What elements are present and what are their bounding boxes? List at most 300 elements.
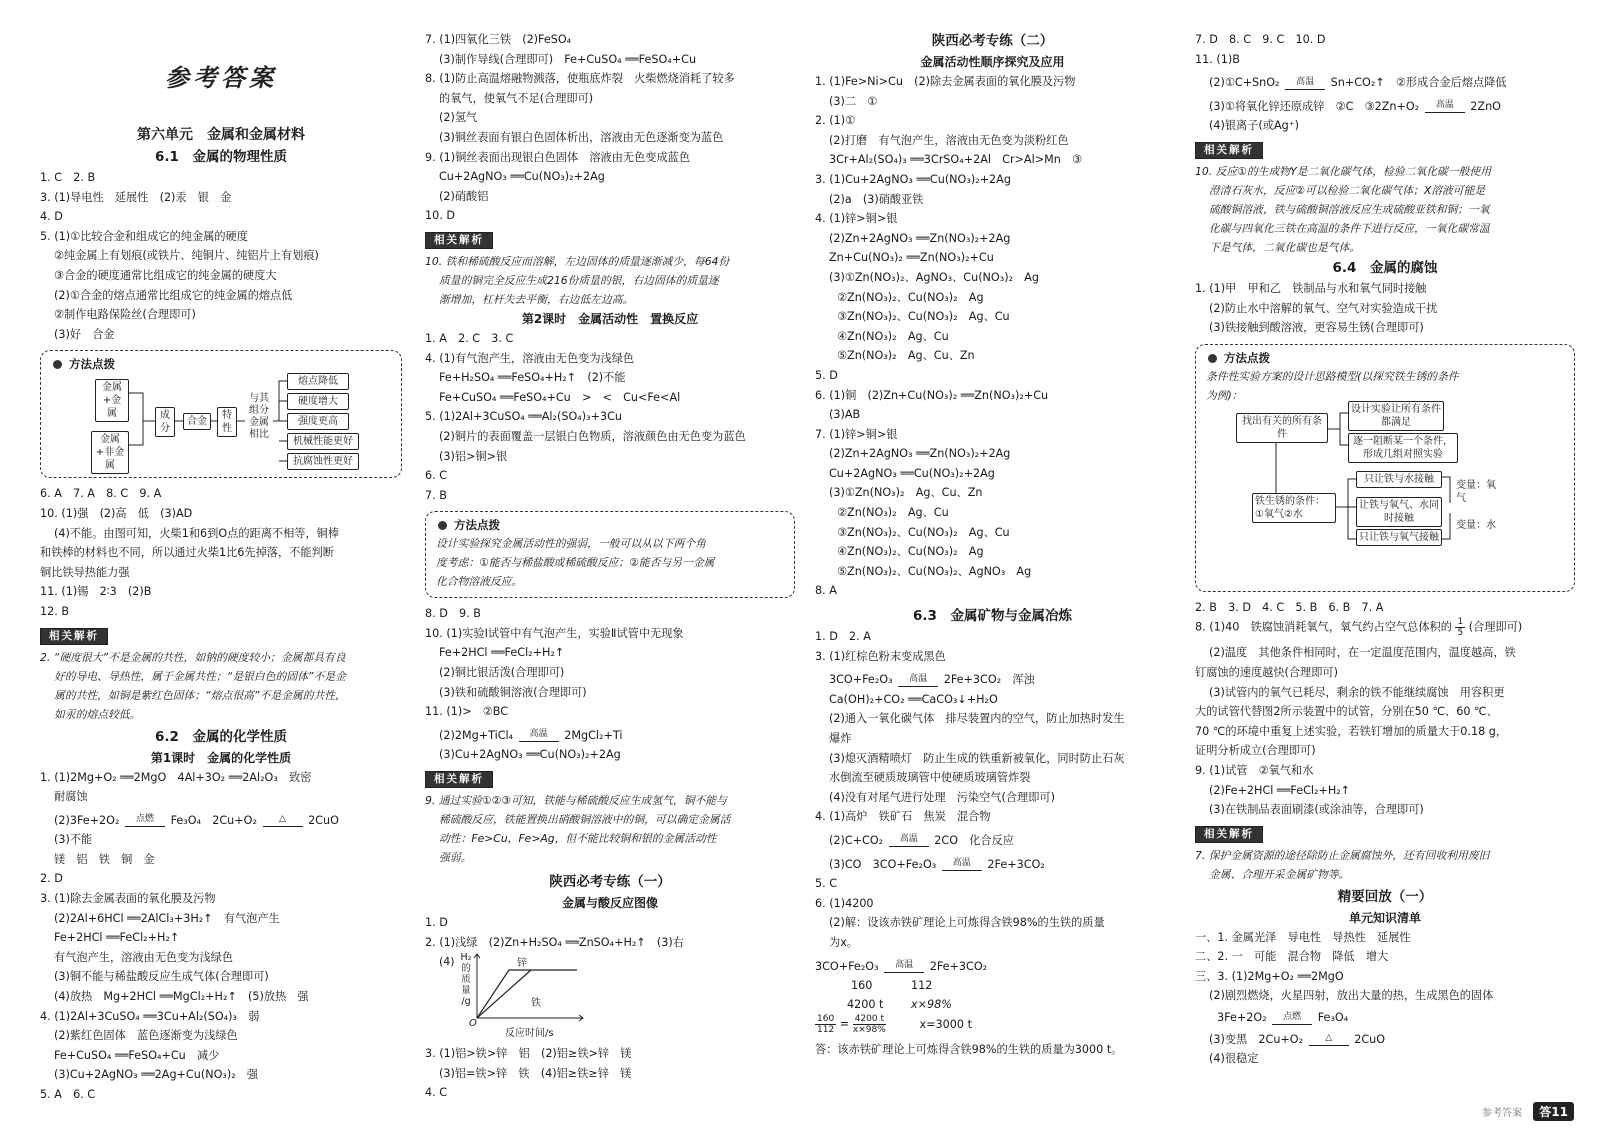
answer-line: (2)a (3)硝酸亚铁 (829, 192, 924, 206)
analysis-tag-row (1195, 824, 1575, 844)
answer-line: 10. (1)强 (2)高 低 (3)AD (40, 506, 193, 520)
note-line: 2. “硬度很大”不是金属的共性，如钠的硬度较小；金属都具有良 (40, 650, 346, 664)
answer-line: 三、3. (1)2Mg+O₂ ══2MgO (1195, 969, 1344, 983)
answer-line: (2)防止水中溶解的氧气、空气对实验造成干扰 (1209, 301, 1438, 315)
answers-c4-d (1195, 643, 1575, 819)
answer-line: (2)2Al+6HCl ══2AlCl₃+3H₂↑ 有气泡产生 (54, 911, 280, 925)
answer-conclusion: 答：该赤铁矿理论上可炼得含铁98%的生铁的质量为3000 t。 (815, 1043, 1123, 1057)
answer-line: 5. (1)2Al+3CuSO₄ ══Al₂(SO₄)₃+3Cu (425, 410, 623, 424)
eq-part: (2)C+CO₂ (829, 833, 884, 847)
method-box-title: 方法点拨 (51, 355, 391, 373)
answer-line: 爆炸 (829, 732, 852, 745)
answer-line: 10. (1)实验Ⅰ试管中有气泡产生，实验Ⅱ试管中无现象 (425, 626, 684, 640)
node-metal-nonmetal: 金属+非金属 (91, 431, 129, 474)
method-box-3 (1195, 344, 1575, 592)
eq-part: 2ZnO (1470, 99, 1501, 113)
eq-part: Fe₃O₄ (1317, 1011, 1349, 1025)
fraction-line (1195, 617, 1575, 643)
calc-value: 4200 t (847, 998, 884, 1012)
analysis-note (1195, 846, 1575, 884)
equation-line (1195, 73, 1575, 93)
graph-y-label (459, 952, 473, 1007)
answer-line: 10. D (425, 209, 455, 223)
answer-line: (3)铜丝表面有银白色固体析出，溶液由无色逐渐变为蓝色 (439, 130, 724, 144)
hydrogen-graph (439, 952, 795, 1044)
answer-line: 3. (1)红棕色粉末变成黑色 (815, 649, 946, 663)
answer-line: (3)①Zn(NO₃)₂ Ag、Cu、Zn (829, 486, 983, 500)
note-line: 强弱。 (439, 851, 472, 865)
box-line: 条件性实验方案的设计思路模型(以探究铁生锈的条件 (1206, 369, 1459, 383)
answer-line: 5. C (815, 877, 838, 891)
equation-line (1195, 97, 1575, 117)
node-rust-conditions: 铁生锈的条件：①氧气②水 (1252, 493, 1336, 523)
answer-line: 6. (1)4200 (815, 896, 874, 910)
answer-line: 钉腐蚀的速度越快(合理即可) (1195, 665, 1338, 679)
eq-part: (3)CO 3CO+Fe₂O₃ (829, 857, 937, 871)
note-line: 9. 通过实验①②③可知，铁能与稀硫酸反应生成氢气，铜不能与 (425, 794, 727, 808)
answer-line: 3. (1)Cu+2AgNO₃ ══Cu(NO₃)₂+2Ag (815, 172, 1011, 186)
answer-line: 1. C 2. B (40, 171, 96, 184)
note-line: 10. 反应①的生成物Y是二氧化碳气体，检验二氧化碳一般使用 (1195, 164, 1491, 178)
condition: 高温 (1296, 76, 1315, 87)
answer-line: 6. C (425, 469, 448, 483)
node-compared: 与其组分金属相比 (249, 393, 269, 441)
eq-part: 3Fe+2O₂ (1217, 1011, 1267, 1025)
column-1 (40, 30, 402, 1105)
answer-line: 4. (1)有气泡产生，溶液由无色变为浅绿色 (425, 351, 635, 365)
section-sx1-subtitle: 金属与酸反应图像 (561, 896, 658, 911)
answer-line: (3)铜不能与稀盐酸反应生成气体(合理即可) (54, 970, 269, 984)
calc-value: 160 (851, 979, 873, 993)
answer-line: 镁 铝 铁 铜 金 (54, 852, 155, 866)
denominator: 112 (817, 1025, 835, 1036)
calc-row-1 (815, 976, 1170, 995)
section-6-4-title: 6.4 金属的腐蚀 (1332, 259, 1438, 276)
property-5: 抗腐蚀性更好 (287, 453, 359, 470)
node-property: 特性 (217, 407, 237, 437)
note-line: 金属、合理开采金属矿物等。 (1209, 867, 1350, 881)
condition-arrow (1425, 100, 1465, 113)
answer-line: (4)放热 Mg+2HCl ══MgCl₂+H₂↑ (5)放热 强 (54, 990, 309, 1004)
analysis-note (425, 791, 795, 867)
y-label-char: /g (461, 996, 471, 1008)
condition-arrow (1285, 77, 1325, 90)
node-water-only: 只让铁与水接触 (1356, 471, 1442, 488)
page-number: 答11 (1533, 1102, 1574, 1121)
answer-line: ③Zn(NO₃)₂、Cu(NO₃)₂ Ag、Cu (837, 525, 1010, 539)
condition: 高温 (909, 673, 928, 684)
y-label-char: 质 (461, 974, 471, 986)
answer-line: (3)Cu+2AgNO₃ ══Cu(NO₃)₂+2Ag (439, 748, 621, 762)
section-6-2-title: 6.2 金属的化学性质 (155, 728, 287, 745)
answer-line: 1. (1)2Mg+O₂ ══2MgO 4Al+3O₂ ══2Al₂O₃ 致密 (40, 770, 312, 784)
section-6-3-title: 6.3 金属矿物与金属冶炼 (913, 608, 1072, 625)
analysis-note (40, 648, 402, 724)
note-line: 动性：Fe>Cu，Fe>Ag，但不能比较铜和银的金属活动性 (439, 832, 717, 846)
answer-line: 12. B (40, 604, 70, 618)
answer-line: 3Cr+Al₂(SO₄)₃ ══3CrSO₄+2Al Cr>Al>Mn ③ (829, 153, 1083, 167)
answers-6-1-b (40, 484, 402, 621)
answer-line: 二、2. 一 可能 混合物 降低 增大 (1195, 950, 1389, 964)
box-line: 化合物溶液反应。 (436, 575, 523, 589)
rust-diagram (1206, 405, 1564, 575)
lesson-1-title: 第1课时 金属的化学性质 (150, 750, 292, 765)
answer-line: 11. (1)B (1195, 52, 1240, 66)
property-4: 机械性能更好 (287, 433, 359, 450)
variable-oxygen: 变量：氧气 (1456, 479, 1496, 504)
analysis-tag-row (1195, 140, 1575, 160)
answer-line: 9. (1)铜丝表面出现银白色固体 溶液由无色变成蓝色 (425, 150, 691, 164)
answer-line: 4. (1)2Al+3CuSO₄ ══3Cu+Al₂(SO₄)₃ 弱 (40, 1009, 260, 1023)
answer-line: ②制作电路保险丝(合理即可) (54, 308, 196, 322)
property-2: 硬度增大 (287, 393, 349, 410)
answer-line: (4)银离子(或Ag⁺) (1209, 119, 1299, 133)
answer-line: 11. (1)锡 2∶3 (2)B (40, 585, 152, 599)
analysis-tag: 相关解析 (1195, 826, 1263, 843)
node-metal-metal: 金属+金属 (95, 379, 129, 422)
answer-line: (3)①Zn(NO₃)₂、AgNO₃、Cu(NO₃)₂ Ag (829, 270, 1040, 284)
answer-line: (2)通入一氧化碳气体 排尽装置内的空气，防止加热时发生 (829, 712, 1125, 726)
answer-line: ②纯金属上有划痕(或铁片、纯铜片、纯铝片上有划痕) (54, 249, 319, 263)
answer-banner: 参考答案 (165, 64, 277, 92)
footer-text: 参考答案 (1482, 1108, 1522, 1119)
node-both: 让铁与氧气、水同时接触 (1356, 497, 1442, 527)
answer-line: (3)在铁制品表面刷漆(或涂油等，合理即可) (1209, 803, 1424, 817)
answer-line: 8. D 9. B (425, 607, 481, 621)
eq-part: (合理即可) (1468, 620, 1523, 634)
answer-line: ④Zn(NO₃)₂、Cu(NO₃)₂ Ag (837, 545, 984, 559)
note-line: 好的导电、导热性，属于金属共性；“是银白色的固体”不是金 (54, 669, 346, 683)
answer-line: ②Zn(NO₃)₂、Cu(NO₃)₂ Ag (837, 290, 984, 304)
node-alloy: 合金 (183, 413, 211, 430)
calc-proportion (815, 1014, 1170, 1040)
answer-line: (3)不能 (54, 833, 93, 847)
answer-line: 证明分析成立(合理即可) (1195, 744, 1316, 758)
answer-line: 2. (1)① (815, 114, 856, 128)
numerator: 160 (817, 1014, 835, 1025)
method-box-2 (425, 511, 795, 598)
fraction (1455, 617, 1465, 638)
method-box-title: 方法点拨 (436, 516, 784, 534)
note-line: 属的共性，如铜是紫红色固体；“熔点很高”不是金属的共性， (54, 688, 346, 702)
section-sx1-title: 陕西必考专练（一） (549, 874, 671, 891)
equation-line (425, 726, 795, 746)
eq-part: 2MgCl₂+Ti (564, 728, 623, 742)
answer-line: (4)没有对尾气进行处理 污染空气(合理即可) (829, 790, 1055, 804)
answer-line: 2. (1)浅绿 (2)Zn+H₂SO₄ ══ZnSO₄+H₂↑ (3)右 (425, 935, 684, 949)
box-line: 设计实验探究金属活动性的强弱，一般可以从以下两个角 (436, 537, 706, 551)
answer-line: (3)制作导线(合理即可) Fe+CuSO₄ ══FeSO₄+Cu (439, 52, 697, 66)
calc-row-2 (815, 995, 1170, 1014)
equation-line (40, 811, 402, 831)
box-line: 为例)： (1206, 388, 1243, 402)
graph-question: (4) (439, 955, 455, 969)
condition: 高温 (1435, 100, 1454, 111)
answers-c2-b (425, 329, 795, 505)
equation-line (815, 670, 1170, 690)
eq-part: (3)变黑 2Cu+O₂ (1209, 1032, 1304, 1046)
answers-c2-c (425, 604, 795, 722)
column-2 (425, 30, 795, 1103)
node-all-conditions: 设计实验让所有条件都满足 (1348, 401, 1444, 431)
note-line: 化碳与四氧化三铁在高温的条件下进行反应，一氧化碳常温 (1209, 221, 1490, 235)
node-find-conditions: 找出有关的所有条件 (1236, 413, 1328, 443)
answer-line: (2)温度 其他条件相同时，在一定温度范围内，温度越高，铁 (1209, 646, 1516, 660)
answer-line: Zn+Cu(NO₃)₂ ══Zn(NO₃)₂+Cu (829, 251, 994, 265)
condition: 高温 (529, 729, 548, 740)
method-box-1 (40, 350, 402, 478)
answer-line: (2)铜比银活泼(合理即可) (439, 666, 565, 680)
answer-line: Cu+2AgNO₃ ══Cu(NO₃)₂+2Ag (829, 466, 995, 480)
answer-line: 2. B 3. D 4. C 5. B 6. B 7. A (1195, 600, 1384, 614)
answer-line: 4. (1)锌>铜>银 (815, 212, 898, 226)
denominator: x×98% (852, 1025, 886, 1036)
answer-line: (2)Zn+2AgNO₃ ══Zn(NO₃)₂+2Ag (829, 447, 1011, 461)
answer-line: (2)剧烈燃烧，火星四射，放出大量的热，生成黑色的固体 (1209, 989, 1494, 1003)
line-label-iron: 铁 (531, 998, 541, 1010)
answer-line: 有气泡产生，溶液由无色变为浅绿色 (54, 950, 234, 964)
numerator: 4200 t (854, 1014, 884, 1025)
condition-arrow (1272, 1012, 1312, 1025)
answer-line: (3)Cu+2AgNO₃ ══2Ag+Cu(NO₃)₂ 强 (54, 1068, 259, 1082)
eq-part: Sn+CO₂↑ ②形成合金后熔点降低 (1330, 76, 1507, 90)
numerator: 1 (1457, 617, 1464, 628)
condition: △ (1325, 1033, 1333, 1044)
answer-line: 11. (1)> ②BC (425, 705, 509, 719)
equals: = (839, 1017, 850, 1031)
y-label-char: H₂ (460, 952, 472, 964)
note-line: 下是气体，二氧化碳也是气体。 (1209, 240, 1361, 254)
answer-line: Fe+2HCl ══FeCl₂+H₂↑ (54, 931, 180, 945)
answer-line: ④Zn(NO₃)₂ Ag、Cu (837, 329, 949, 343)
answer-line: 为x。 (829, 935, 858, 949)
answer-line: 7. D 8. C 9. C 10. D (1195, 33, 1326, 46)
answer-line: 7. B (425, 488, 447, 502)
answer-line: 大的试管代替图2所示装置中的试管，分别在50 ℃、60 ℃、 (1195, 705, 1498, 719)
column-3 (815, 30, 1170, 1060)
note-line: 稀硫酸反应，铁能置换出硝酸铜溶液中的铜，可以确定金属活 (439, 813, 731, 827)
answer-line: (2)紫红色固体 蓝色逐渐变为浅绿色 (54, 1029, 238, 1043)
answer-line: 4. C (425, 1086, 448, 1100)
answer-line: 3. (1)铝>铁>锌 铝 (2)铝≥铁>锌 镁 (425, 1047, 632, 1061)
calc-result: x=3000 t (919, 1017, 972, 1031)
condition: △ (279, 814, 286, 825)
answers-6-1-a (40, 168, 402, 344)
answer-line: 1. D 2. A (815, 630, 871, 644)
variable-water: 变量：水 (1456, 519, 1496, 531)
answer-line: 7. (1)锌>铜>银 (815, 427, 898, 441)
equation-line (815, 855, 1170, 875)
answer-line: (3)铝>铜>银 (439, 449, 508, 463)
analysis-tag: 相关解析 (40, 628, 108, 645)
y-label-char: 的 (461, 963, 471, 975)
answer-line: 9. (1)试管 ②氧气和水 (1195, 763, 1314, 777)
answer-line: (2)铜片的表面覆盖一层银白色物质，溶液颜色由无色变为蓝色 (439, 429, 746, 443)
answer-line: 4. (1)高炉 铁矿石 焦炭 混合物 (815, 810, 991, 824)
node-block-condition: 逐一阻断某一个条件，形成几组对照实验 (1348, 433, 1458, 463)
analysis-tag-row (425, 769, 795, 789)
answer-line: ②Zn(NO₃)₂ Ag、Cu (837, 506, 949, 520)
condition-arrow (889, 834, 929, 847)
analysis-note (1195, 162, 1575, 257)
answer-line: 和铁棒的材料也不同，所以通过火柴1比6先掉落，不能判断 (40, 546, 334, 560)
eq-part: 2CO 化合反应 (934, 833, 1014, 847)
answers-6-2-d (40, 830, 402, 1104)
answer-line: (2)氢气 (439, 111, 478, 125)
answer-line: 3. (1)除去金属表面的氧化膜及污物 (40, 892, 216, 906)
answer-line: 5. (1)①比较合金和组成它的纯金属的硬度 (40, 229, 248, 243)
note-line: 7. 保护金属资源的途径除防止金属腐蚀外，还有回收利用废旧 (1195, 848, 1490, 862)
answer-line: Fe+CuSO₄ ══FeSO₄+Cu 减少 (54, 1048, 220, 1062)
answers-c3-c (815, 690, 1170, 827)
answer-line: (3)铝=铁>锌 铁 (4)铝≥铁≥锌 镁 (439, 1066, 632, 1080)
answer-line: 3. (1)导电性 延展性 (2)汞 银 金 (40, 190, 232, 204)
box-line: 度考虑：①能否与稀盐酸或稀硫酸反应；②能否与另一金属 (436, 556, 715, 570)
answer-line: Fe+H₂SO₄ ══FeSO₄+H₂↑ (2)不能 (439, 371, 626, 385)
answer-line: 的氧气，使氧气不足(合理即可) (439, 91, 594, 105)
denominator: 5 (1457, 628, 1464, 639)
eq-part: (2)3Fe+2O₂ (54, 813, 120, 827)
answer-line: Fe+2HCl ══FeCl₂+H₂↑ (439, 646, 565, 660)
analysis-tag: 相关解析 (425, 771, 493, 788)
graph-x-label: 反应时间/s (505, 1028, 554, 1040)
eq-part: 2Fe+3CO₂ 浑浊 (943, 673, 1035, 687)
alloy-diagram (51, 373, 391, 472)
answers-c3-a (815, 72, 1170, 601)
answer-line: (4)不能。由图可知，火柴1和6到O点的距离不相等，铜棒 (54, 526, 340, 540)
section-sx2-title: 陕西必考专练（二） (931, 33, 1054, 49)
answer-line: 1. (1)Fe>Ni>Cu (2)除去金属表面的氧化膜及污物 (815, 75, 1076, 88)
condition: 点燃 (1283, 1011, 1302, 1022)
answer-line: Ca(OH)₂+CO₂ ══CaCO₃↓+H₂O (829, 692, 998, 706)
answer-line: ③合金的硬度通常比组成它的纯金属的硬度大 (54, 268, 277, 282)
condition-arrow (263, 814, 303, 827)
note-line: 硫酸铜溶液，铁与硫酸铜溶液反应生成硫酸亚铁和铜；一氧 (1209, 202, 1490, 216)
calc-value: 112 (911, 979, 933, 993)
note-line: 澄清石灰水，反应②可以检验二氧化碳气体；X溶液可能是 (1209, 183, 1486, 197)
answer-line: 5. A 6. C (40, 1088, 96, 1101)
answer-line: ⑤Zn(NO₃)₂ Ag、Cu、Zn (837, 349, 975, 363)
node-oxygen-only: 只让铁与氧气接触 (1356, 529, 1442, 546)
answer-line: 4. D (40, 210, 63, 224)
condition: 高温 (952, 858, 971, 869)
property-1: 熔点降低 (287, 373, 349, 390)
note-line: 渐增加，杠杆失去平衡，右边低左边高。 (439, 292, 634, 306)
answer-line: ③Zn(NO₃)₂、Cu(NO₃)₂ Ag、Cu (837, 310, 1010, 324)
equation-line (815, 831, 1170, 851)
eq-part: 2CuO (1354, 1032, 1386, 1046)
eq-part: 3CO+Fe₂O₃ (829, 673, 893, 687)
answer-line: Fe+CuSO₄ ══FeSO₄+Cu > < Cu<Fe<Al (439, 390, 681, 404)
answer-line: 6. A 7. A 8. C 9. A (40, 487, 162, 501)
analysis-tag: 相关解析 (425, 232, 493, 249)
answer-line: 1. D (425, 916, 448, 930)
condition-arrow (1309, 1033, 1349, 1046)
answer-line: (3)铁接触到酸溶液，更容易生锈(合理即可) (1209, 321, 1424, 335)
node-composition: 成分 (155, 407, 175, 437)
answer-line: (2)Zn+2AgNO₃ ══Zn(NO₃)₂+2Ag (829, 231, 1011, 245)
section-review-subtitle: 单元知识清单 (1348, 910, 1421, 925)
answer-line: (3)试管内的氧气已耗尽，剩余的铁不能继续腐蚀 用容积更 (1209, 685, 1505, 699)
answer-line: (3)二 ① (829, 94, 878, 108)
lesson-2-title: 第2课时 金属活动性 置换反应 (521, 311, 699, 326)
condition: 点燃 (136, 814, 155, 825)
answer-line: (2)解：设该赤铁矿理论上可炼得含铁98%的生铁的质量 (829, 916, 1105, 930)
unit-title: 第六单元 金属和金属材料 (137, 127, 305, 143)
condition: 高温 (899, 834, 918, 845)
condition: 高温 (895, 960, 914, 971)
answer-line: (3)AB (829, 408, 861, 422)
y-label-char: 量 (461, 985, 471, 997)
answer-line: (3)熄灭酒精喷灯 防止生成的铁重新被氧化，同时防止石灰 (829, 751, 1125, 765)
note-line: 10. 铁和稀硫酸反应而溶解，左边固体的质量逐渐减少，每64份 (425, 254, 730, 268)
answer-line: 一、1. 金属光泽 导电性 导热性 延展性 (1195, 930, 1411, 944)
eq-part: 2Fe+3CO₂ (987, 857, 1045, 871)
answer-line: 水倒流至硬质玻璃管中使硬质玻璃管炸裂 (829, 771, 1031, 785)
answer-line: 2. D (40, 872, 63, 886)
line-label-zinc: 锌 (517, 958, 527, 970)
answer-line: Cu+2AgNO₃ ══Cu(NO₃)₂+2Ag (439, 170, 605, 184)
answers-c2-a (425, 30, 795, 226)
condition-arrow (519, 729, 559, 742)
answer-line: (4)很稳定 (1209, 1052, 1259, 1066)
eq-part: 8. (1)40 铁腐蚀消耗氧气，氧气约占空气总体积的 (1195, 620, 1452, 634)
equation-line (1195, 1008, 1575, 1028)
answer-line: ⑤Zn(NO₃)₂、Cu(NO₃)₂、AgNO₃ Ag (837, 564, 1032, 578)
analysis-tag-row (425, 230, 795, 250)
answer-line: 8. (1)防止高温熔融物溅落，使瓶底炸裂 火柴燃烧消耗了较多 (425, 72, 735, 86)
analysis-tag-row (40, 626, 402, 646)
eq-part: Fe₃O₄ 2Cu+O₂ (170, 813, 257, 827)
column-4 (1195, 30, 1575, 1069)
answer-line: (2)Fe+2HCl ══FeCl₂+H₂↑ (1209, 783, 1351, 797)
calc-value: x×98% (911, 998, 952, 1012)
eq-part: 2Fe+3CO₂ (929, 959, 988, 973)
condition-arrow (942, 858, 982, 871)
answer-line: 1. (1)甲 甲和乙 铁制品与水和氧气同时接触 (1195, 281, 1427, 295)
note-line: 质量的铜完全反应生成216份质量的银，右边固体的质量逐 (439, 273, 719, 287)
equation-line (1195, 1030, 1575, 1050)
eq-part: 3CO+Fe₂O₃ (815, 959, 879, 973)
section-sx2-subtitle: 金属活动性顺序探究及应用 (920, 55, 1065, 69)
answer-line: (2)打磨 有气泡产生，溶液由无色变为淡粉红色 (829, 133, 1069, 147)
analysis-tag: 相关解析 (1195, 142, 1263, 159)
answer-line: 7. (1)四氧化三铁 (2)FeSO₄ (425, 33, 572, 46)
answer-line: 耐腐蚀 (54, 790, 88, 804)
method-box-title: 方法点拨 (1206, 349, 1564, 367)
fraction (853, 1014, 886, 1035)
eq-part: 2CuO (308, 813, 339, 827)
answer-line: 1. A 2. C 3. C (425, 331, 514, 345)
eq-part: (2)①C+SnO₂ (1209, 76, 1280, 90)
answer-line: 8. A (815, 584, 837, 598)
section-6-1-title: 6.1 金属的物理性质 (155, 149, 287, 165)
answer-line: 70 ℃的环境中重复上述实验，若铁钉增加的质量大于0.18 g， (1195, 724, 1508, 738)
analysis-note (425, 252, 795, 309)
origin-label: O (469, 1018, 477, 1030)
answer-line: 6. (1)铜 (2)Zn+Cu(NO₃)₂ ══Zn(NO₃)₂+Cu (815, 388, 1049, 402)
graph-plot (473, 952, 593, 1032)
eq-part: (2)2Mg+TiCl₄ (439, 728, 514, 742)
eq-part: (3)①将氧化锌还原成锌 ②C ③2Zn+O₂ (1209, 99, 1420, 113)
note-line: 如汞的熔点较低。 (54, 707, 141, 721)
condition-arrow (125, 814, 165, 827)
equation-line (815, 957, 1170, 977)
condition-arrow (884, 960, 924, 973)
property-3: 强度更高 (287, 413, 349, 430)
answer-line: (3)好 合金 (54, 327, 115, 341)
answer-line: (3)铁和硫酸铜溶液(合理即可) (439, 685, 587, 699)
